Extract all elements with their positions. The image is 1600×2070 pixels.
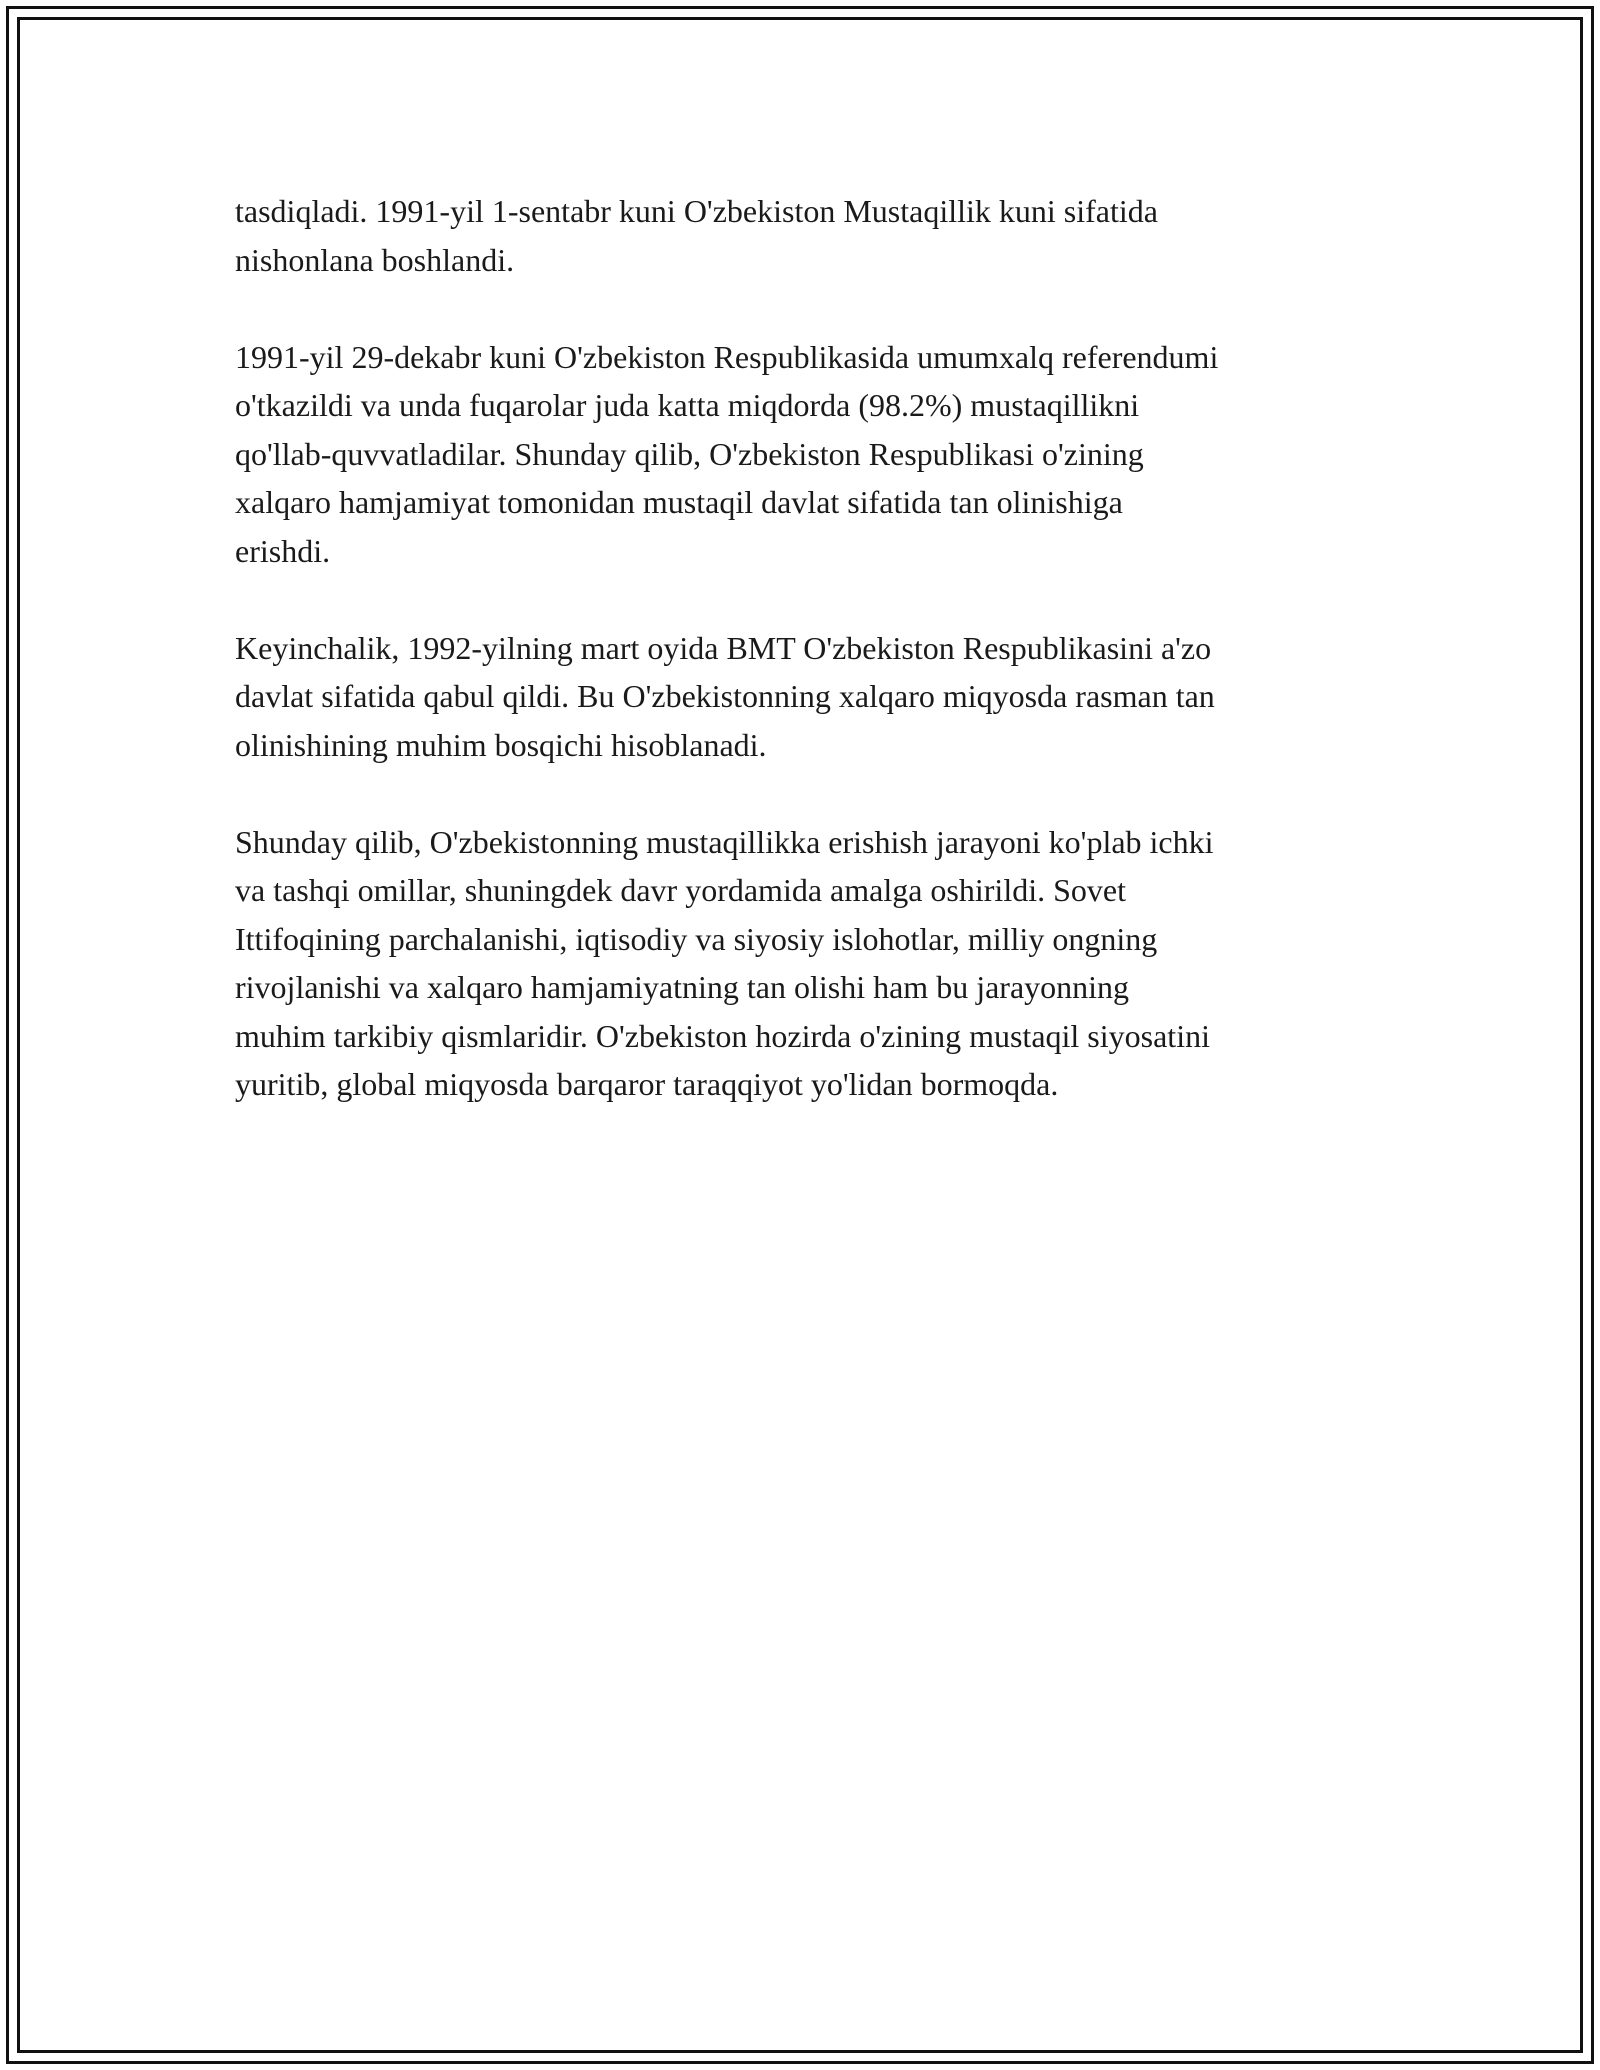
text-line: olinishining muhim bosqichi hisoblanadi. <box>235 726 767 763</box>
text-line: o'tkazildi va unda fuqarolar juda katta miqdorda (98.2%) mustaqillikni <box>235 387 1140 423</box>
text-line: yuritib, global miqyosda barqaror taraqqiyot yo'lidan bormoqda. <box>235 1066 1059 1102</box>
text-line: erishdi. <box>235 532 331 569</box>
paragraph-referendum <box>235 333 1385 576</box>
text-line: 1991-yil 29-dekabr kuni O'zbekiston Respublikasida umumxalq referendumi <box>235 338 1219 375</box>
text-line: Keyinchalik, 1992-yilning mart oyida BMT O'zbekiston Respublikasini a'zo <box>235 629 1212 666</box>
paragraph-un-membership <box>235 624 1385 770</box>
text-line: xalqaro hamjamiyat tomonidan mustaqil davlat sifatida tan olinishiga <box>235 484 1123 520</box>
text-line: nishonlana boshlandi. <box>235 241 515 278</box>
text-line: qo'llab-quvvatladilar. Shunday qilib, O'zbekiston Respublikasi o'zining <box>235 435 1144 472</box>
text-line: Ittifoqining parchalanishi, iqtisodiy va siyosiy islohotlar, milliy ongning <box>235 920 1158 957</box>
text-line: va tashqi omillar, shuningdek davr yordamida amalga oshirildi. Sovet <box>235 872 1126 908</box>
document-body <box>235 187 1385 1157</box>
text-line: tasdiqladi. 1991-yil 1-sentabr kuni O'zbekiston Mustaqillik kuni sifatida <box>235 193 1158 229</box>
paragraph-conclusion <box>235 818 1385 1109</box>
text-line: muhim tarkibiy qismlaridir. O'zbekiston hozirda o'zining mustaqil siyosatini <box>235 1017 1210 1054</box>
text-line: davlat sifatida qabul qildi. Bu O'zbekistonning xalqaro miqyosda rasman tan <box>235 678 1215 714</box>
paragraph-independence-day <box>235 187 1385 284</box>
text-line: Shunday qilib, O'zbekistonning mustaqillikka erishish jarayoni ko'plab ichki <box>235 823 1214 860</box>
text-line: rivojlanishi va xalqaro hamjamiyatning tan olishi ham bu jarayonning <box>235 969 1130 1005</box>
